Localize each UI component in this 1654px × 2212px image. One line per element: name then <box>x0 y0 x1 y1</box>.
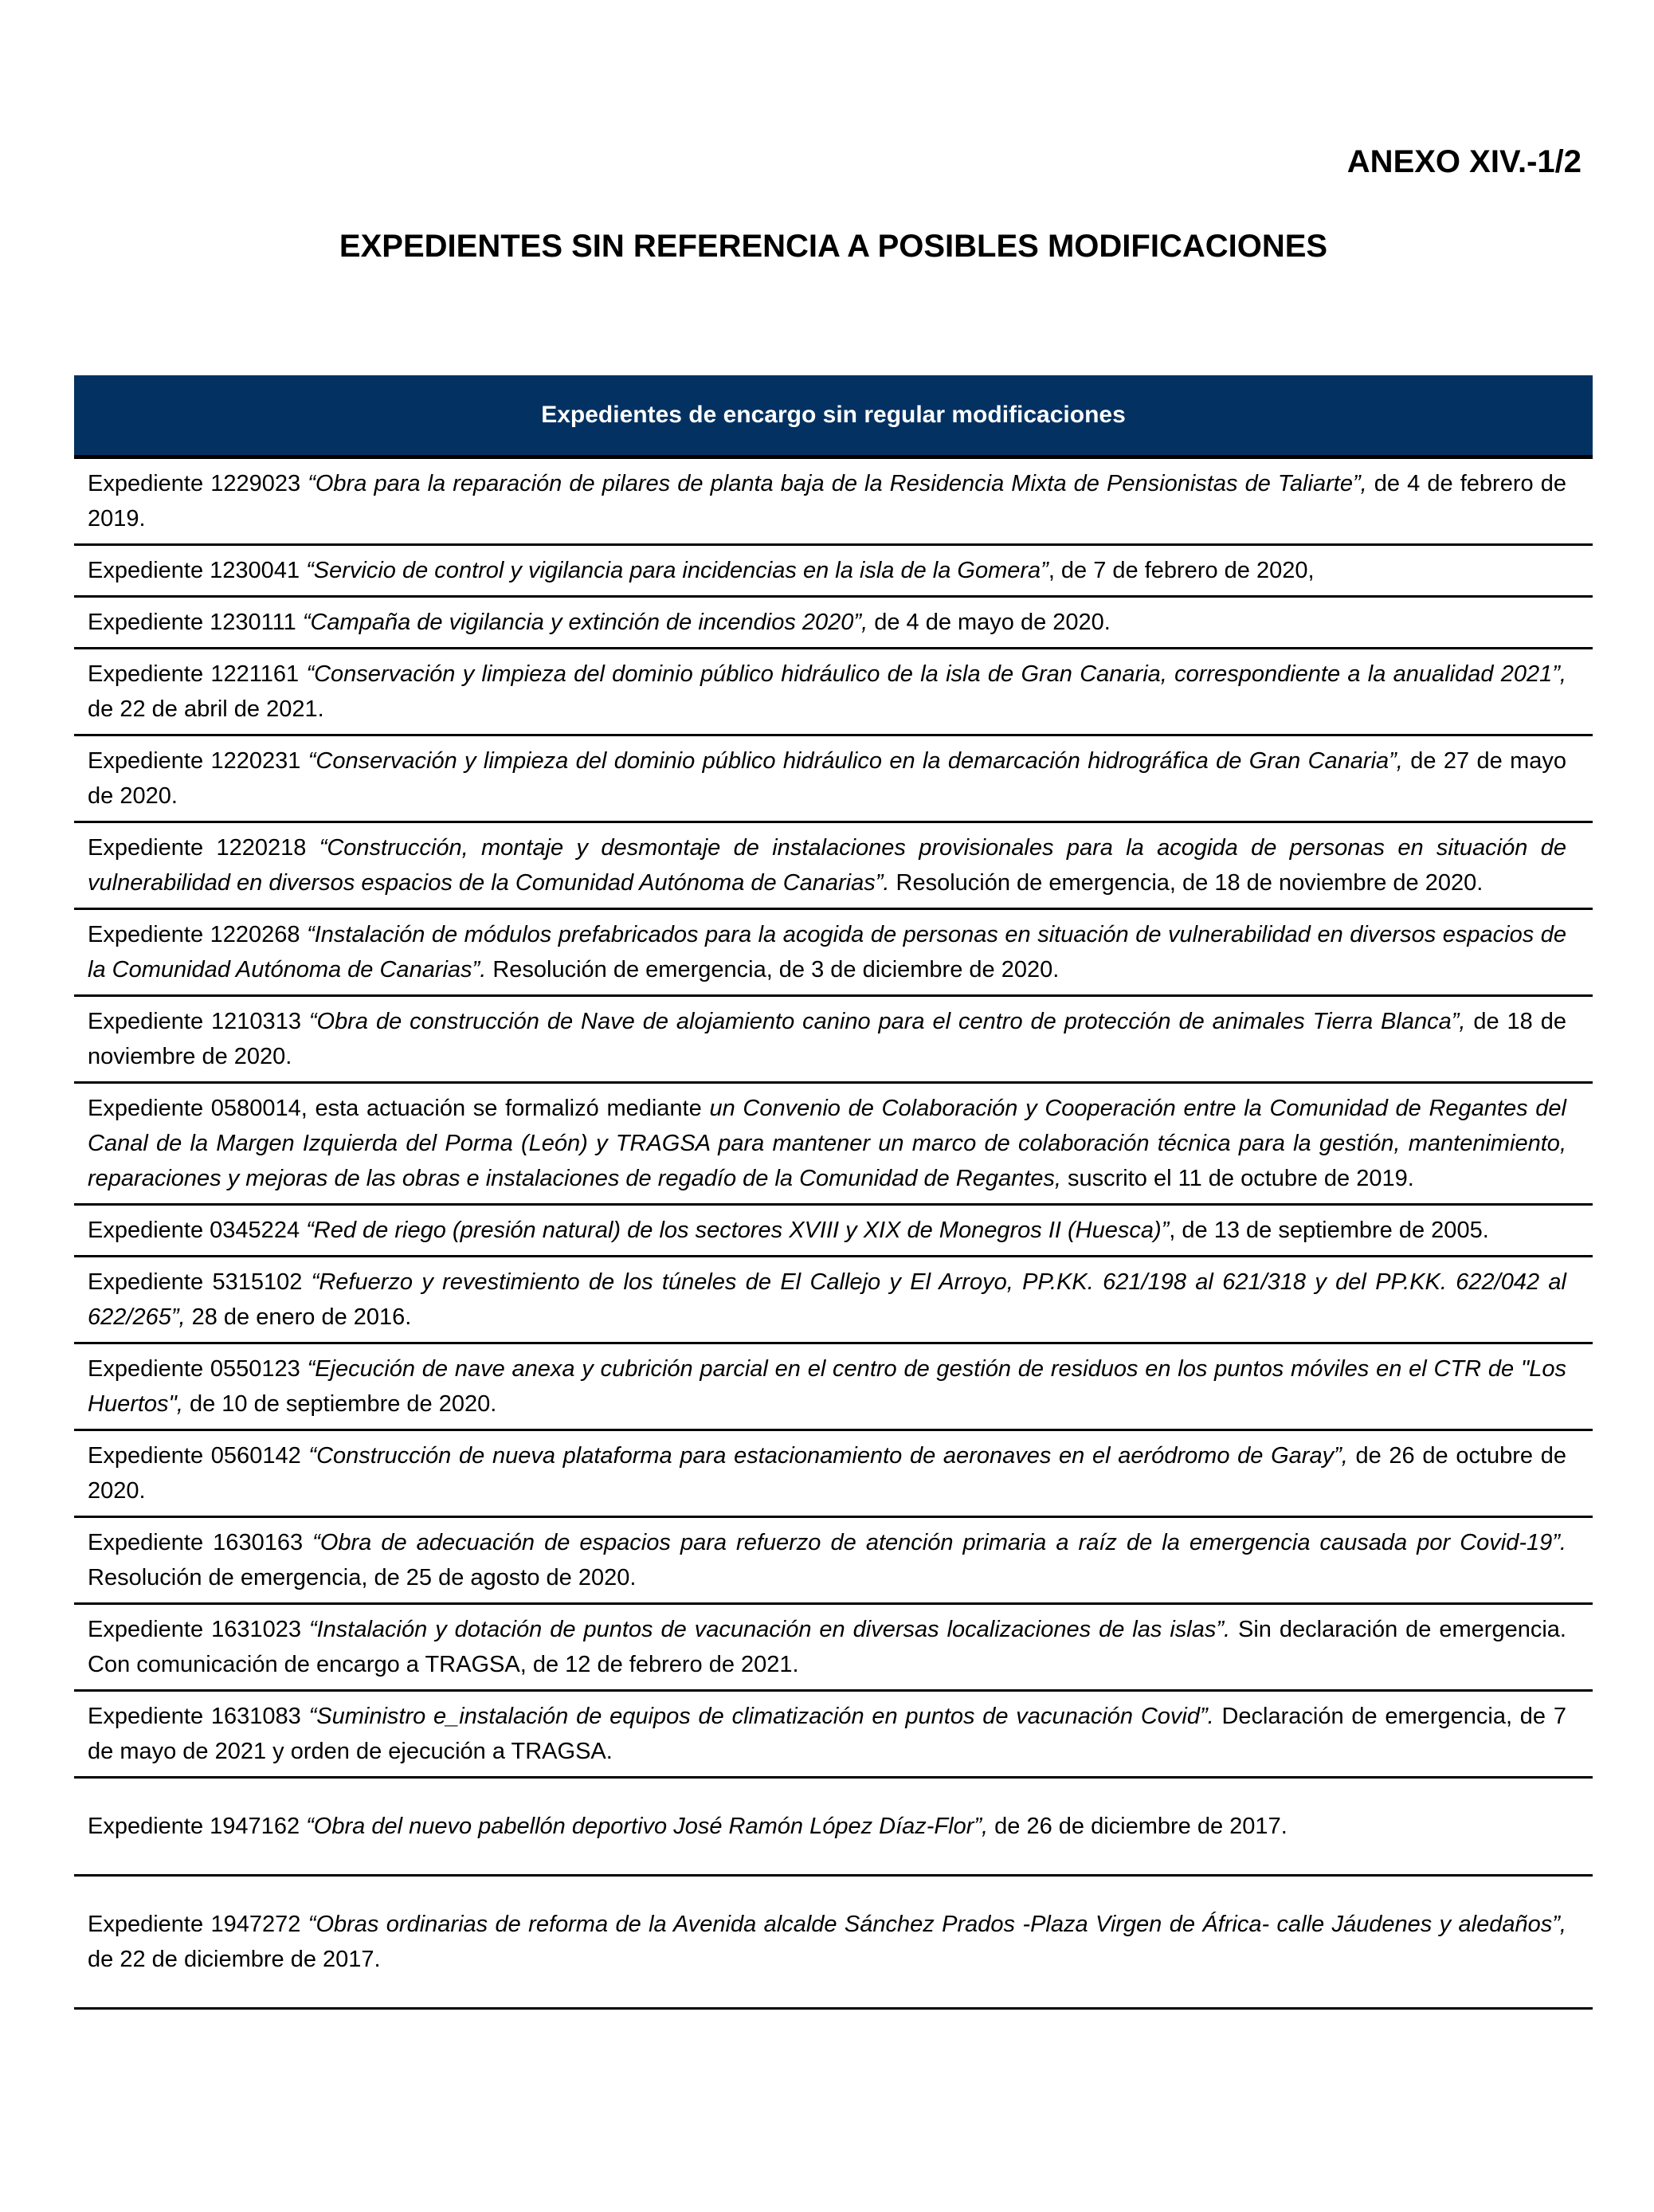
expedientes-table <box>74 375 1593 2010</box>
row-text-segment: Expediente 0345224 <box>88 1218 307 1243</box>
table-header-bar <box>74 375 1593 459</box>
row-text-segment: de 26 de diciembre de 2017. <box>988 1814 1288 1839</box>
row-text-segment: “Suministro e_instalación de equipos de climatización en puntos de vacunación Covid”. <box>308 1704 1214 1729</box>
row-text-segment: “Obras ordinarias de reforma de la Avenida alcalde Sánchez Prados -Plaza Virgen de África- calle Jáudenes y aledaños”, <box>308 1912 1566 1937</box>
annex-label: ANEXO XIV.-1/2 <box>1346 144 1581 179</box>
row-text-segment: “Conservación y limpieza del dominio público hidráulico de la isla de Gran Canaria, correspondiente a la anualidad 2021”, <box>306 661 1566 687</box>
row-text-segment: Expediente 1631083 <box>88 1704 309 1729</box>
table-row <box>74 1692 1593 1779</box>
row-text-segment: de 18 de noviembre de 2020. <box>88 1009 1566 1069</box>
row-text-segment: “Campaña de vigilancia y extinción de incendios 2020”, <box>302 610 868 635</box>
row-text-segment: Expediente 1220218 <box>88 835 319 861</box>
row-text-segment: “Ejecución de nave anexa y cubrición parcial en el centro de gestión de residuos en los puntos móviles en el CTR de "Los Huertos", <box>88 1356 1566 1417</box>
row-text-segment: suscrito el 11 de octubre de 2019. <box>1060 1166 1414 1191</box>
row-text-segment: “Conservación y limpieza del dominio público hidráulico en la demarcación hidrográfica de Gran Canaria”, <box>308 748 1403 774</box>
table-row <box>74 1431 1593 1518</box>
row-text-segment: “Obra para la reparación de pilares de planta baja de la Residencia Mixta de Pensionistas de Taliarte”, <box>308 471 1367 496</box>
row-text-segment: “Construcción de nueva plataforma para estacionamiento de aeronaves en el aeródromo de Garay”, <box>308 1443 1348 1469</box>
row-text-segment: de 26 de octubre de 2020. <box>88 1443 1566 1504</box>
table-row <box>74 598 1593 649</box>
row-text-segment: de 22 de abril de 2021. <box>88 696 324 722</box>
row-text-segment: “Servicio de control y vigilancia para incidencias en la isla de la Gomera” <box>306 558 1048 583</box>
table-row <box>74 823 1593 910</box>
row-text-segment: Expediente 1220268 <box>88 922 308 947</box>
row-text-segment: de 22 de diciembre de 2017. <box>88 1947 381 1972</box>
row-text-segment: Expediente 5315102 <box>88 1269 312 1295</box>
row-text-segment: de 4 de mayo de 2020. <box>868 610 1111 635</box>
table-row <box>74 1084 1593 1206</box>
row-text-segment: , de 13 de septiembre de 2005. <box>1169 1218 1489 1243</box>
row-text-segment: Expediente 0550123 <box>88 1356 308 1382</box>
row-text-segment: Resolución de emergencia, de 3 de diciembre de 2020. <box>486 957 1060 982</box>
table-row <box>74 1518 1593 1605</box>
table-row <box>74 649 1593 736</box>
row-text-segment: “Instalación de módulos prefabricados para la acogida de personas en situación de vulnerabilidad en diversos espacios de la Comunidad Autónoma de Canarias”. <box>88 922 1566 982</box>
table-row <box>74 546 1593 598</box>
row-text-segment: “Obra de adecuación de espacios para refuerzo de atención primaria a raíz de la emergencia causada por Covid-19”. <box>312 1530 1566 1555</box>
row-text-segment: “Red de riego (presión natural) de los sectores XVIII y XIX de Monegros II (Huesca)” <box>306 1218 1170 1243</box>
row-text-segment: Resolución de emergencia, de 25 de agosto de 2020. <box>88 1565 637 1590</box>
row-text-segment: Expediente 1631023 <box>88 1617 309 1642</box>
row-text-segment: 28 de enero de 2016. <box>185 1304 412 1330</box>
table-header-label: Expedientes de encargo sin regular modificaciones <box>541 402 1126 428</box>
table-row <box>74 1779 1593 1877</box>
row-text-segment: Expediente 1220231 <box>88 748 308 774</box>
row-text-segment: “Obra del nuevo pabellón deportivo José Ramón López Díaz-Flor”, <box>306 1814 989 1839</box>
table-row <box>74 1605 1593 1692</box>
row-text-segment: Expediente 0560142 <box>88 1443 309 1469</box>
table-row <box>74 1344 1593 1431</box>
row-text-segment: de 10 de septiembre de 2020. <box>182 1391 497 1417</box>
table-row <box>74 459 1593 546</box>
row-text-segment: Expediente 1230111 <box>88 610 303 635</box>
row-text-segment: “Refuerzo y revestimiento de los túneles de El Callejo y El Arroyo, PP.KK. 621/198 al 621/318 y del PP.KK. 622/042 al 622/265”, <box>88 1269 1566 1330</box>
row-text-segment: Expediente 1230041 <box>88 558 307 583</box>
table-rows-container <box>74 459 1593 2010</box>
row-text-segment: “Construcción, montaje y desmontaje de instalaciones provisionales para la acogida de personas en situación de vulnerabilidad en diversos espacios de la Comunidad Autónoma de Canarias”. <box>88 835 1566 896</box>
row-text-segment: “Obra de construcción de Nave de alojamiento canino para el centro de protección de animales Tierra Blanca”, <box>308 1009 1466 1034</box>
table-row <box>74 736 1593 823</box>
row-text-segment: “Instalación y dotación de puntos de vacunación en diversas localizaciones de las islas”. <box>308 1617 1231 1642</box>
row-text-segment: Expediente 1221161 <box>88 661 307 687</box>
row-text-segment: Expediente 1229023 <box>88 471 308 496</box>
table-row <box>74 997 1593 1084</box>
row-text-segment: Expediente 1947162 <box>88 1814 307 1839</box>
row-text-segment: Expediente 1210313 <box>88 1009 309 1034</box>
row-text-segment: Expediente 1947272 <box>88 1912 308 1937</box>
row-text-segment: Declaración de emergencia, de 7 de mayo de 2021 y orden de ejecución a TRAGSA. <box>88 1704 1566 1764</box>
row-text-segment: Expediente 1630163 <box>88 1530 313 1555</box>
row-text-segment: de 27 de mayo de 2020. <box>88 748 1566 809</box>
table-row <box>74 1877 1593 2010</box>
table-row <box>74 1257 1593 1344</box>
row-text-segment: de 4 de febrero de 2019. <box>88 471 1566 531</box>
row-text-segment: Expediente 0580014, esta actuación se formalizó mediante <box>88 1096 710 1121</box>
row-text-segment: , de 7 de febrero de 2020, <box>1048 558 1315 583</box>
table-row <box>74 1206 1593 1257</box>
row-text-segment: Resolución de emergencia, de 18 de noviembre de 2020. <box>889 870 1484 896</box>
row-text-segment: Sin declaración de emergencia. Con comunicación de encargo a TRAGSA, de 12 de febrero de 2021. <box>88 1617 1566 1677</box>
row-text-segment: un Convenio de Colaboración y Cooperación entre la Comunidad de Regantes del Canal de la Margen Izquierda del Porma (León) y TRAGSA para mantener un marco de colaboración técnica para la gestión, mantenimiento, reparaciones y mejoras de las obras e instalaciones de regadío de la Comunidad de Regantes, <box>88 1096 1566 1191</box>
table-row <box>74 910 1593 997</box>
page-title: EXPEDIENTES SIN REFERENCIA A POSIBLES MODIFICACIONES <box>339 229 1328 264</box>
